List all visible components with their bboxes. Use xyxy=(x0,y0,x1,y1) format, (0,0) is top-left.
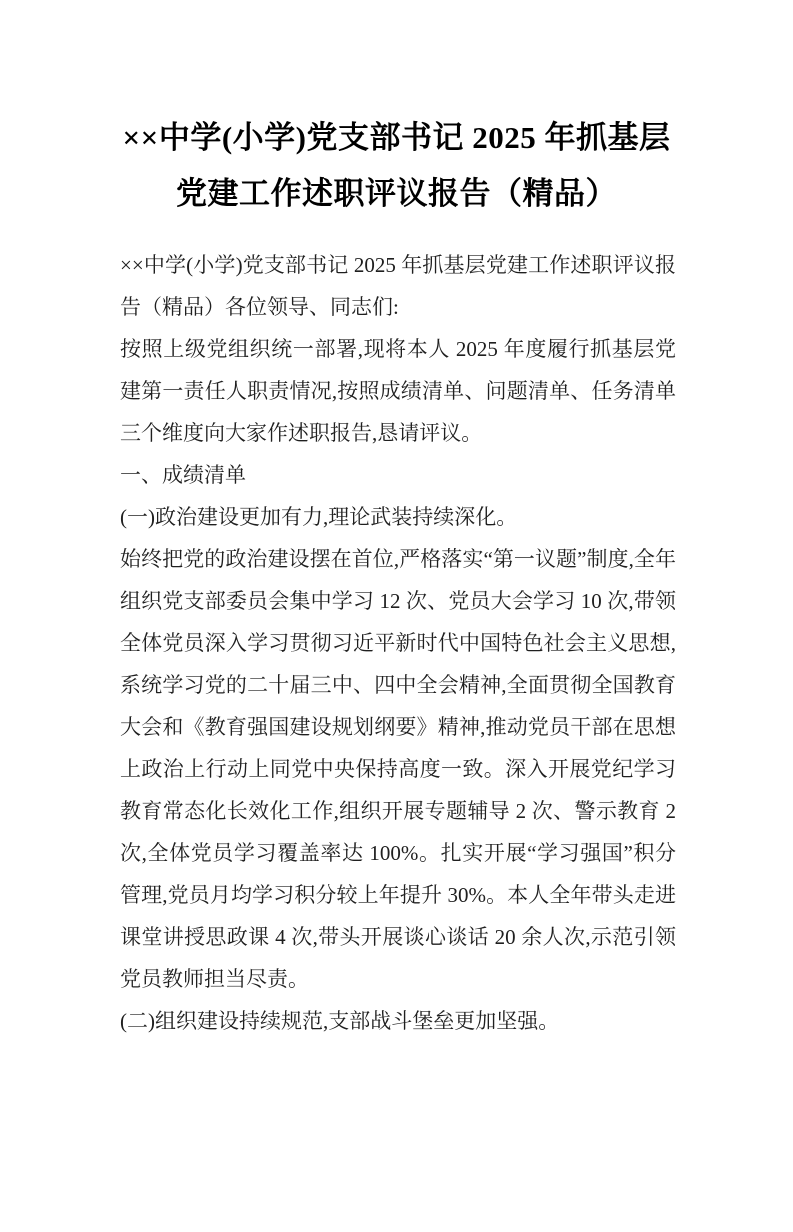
subsection-heading-political-building: (一)政治建设更加有力,理论武装持续深化。 xyxy=(120,505,518,529)
document-page xyxy=(0,110,793,1232)
document-viewport xyxy=(0,110,793,1232)
subsection-heading-organizational-building: (二)组织建设持续规范,支部战斗堡垒更加坚强。 xyxy=(120,1009,560,1033)
document-title-line-1: ××中学(小学)党支部书记 2025 年抓基层 xyxy=(122,120,671,155)
paragraph-salutation: ××中学(小学)党支部书记 2025 年抓基层党建工作述职评议报告（精品）各位领导、同志们: xyxy=(120,253,676,319)
paragraph-intro: 按照上级党组织统一部署,现将本人 2025 年度履行抓基层党建第一责任人职责情况,按照成绩清单、问题清单、任务清单三个维度向大家作述职报告,恳请评议。 xyxy=(120,337,676,445)
document-title-line-2: 党建工作述职评议报告（精品） xyxy=(176,176,617,211)
document-title xyxy=(40,110,753,222)
paragraph-political-building-detail: 始终把党的政治建设摆在首位,严格落实“第一议题”制度,全年组织党支部委员会集中学习 12 次、党员大会学习 10 次,带领全体党员深入学习贯彻习近平新时代中国特色社会主义思想,系统学习党的二十届三中、四中全会精神,全面贯彻全国教育大会和《教育强国建设规划纲要》精神,推动党员干部在思想上政治上行动上同党中央保持高度一致。深入开展党纪学习教育常态化长效化工作,组织开展专题辅导 2 次、警示教育 2 次,全体党员学习覆盖率达 100%。扎实开展“学习强国”积分管理,党员月均学习积分较上年提升 30%。本人全年带头走进课堂讲授思政课 4 次,带头开展谈心谈话 20 余人次,示范引领党员教师担当尽责。 xyxy=(120,547,676,991)
section-heading-achievement-list: 一、成绩清单 xyxy=(120,463,246,487)
document-body xyxy=(120,244,676,1042)
